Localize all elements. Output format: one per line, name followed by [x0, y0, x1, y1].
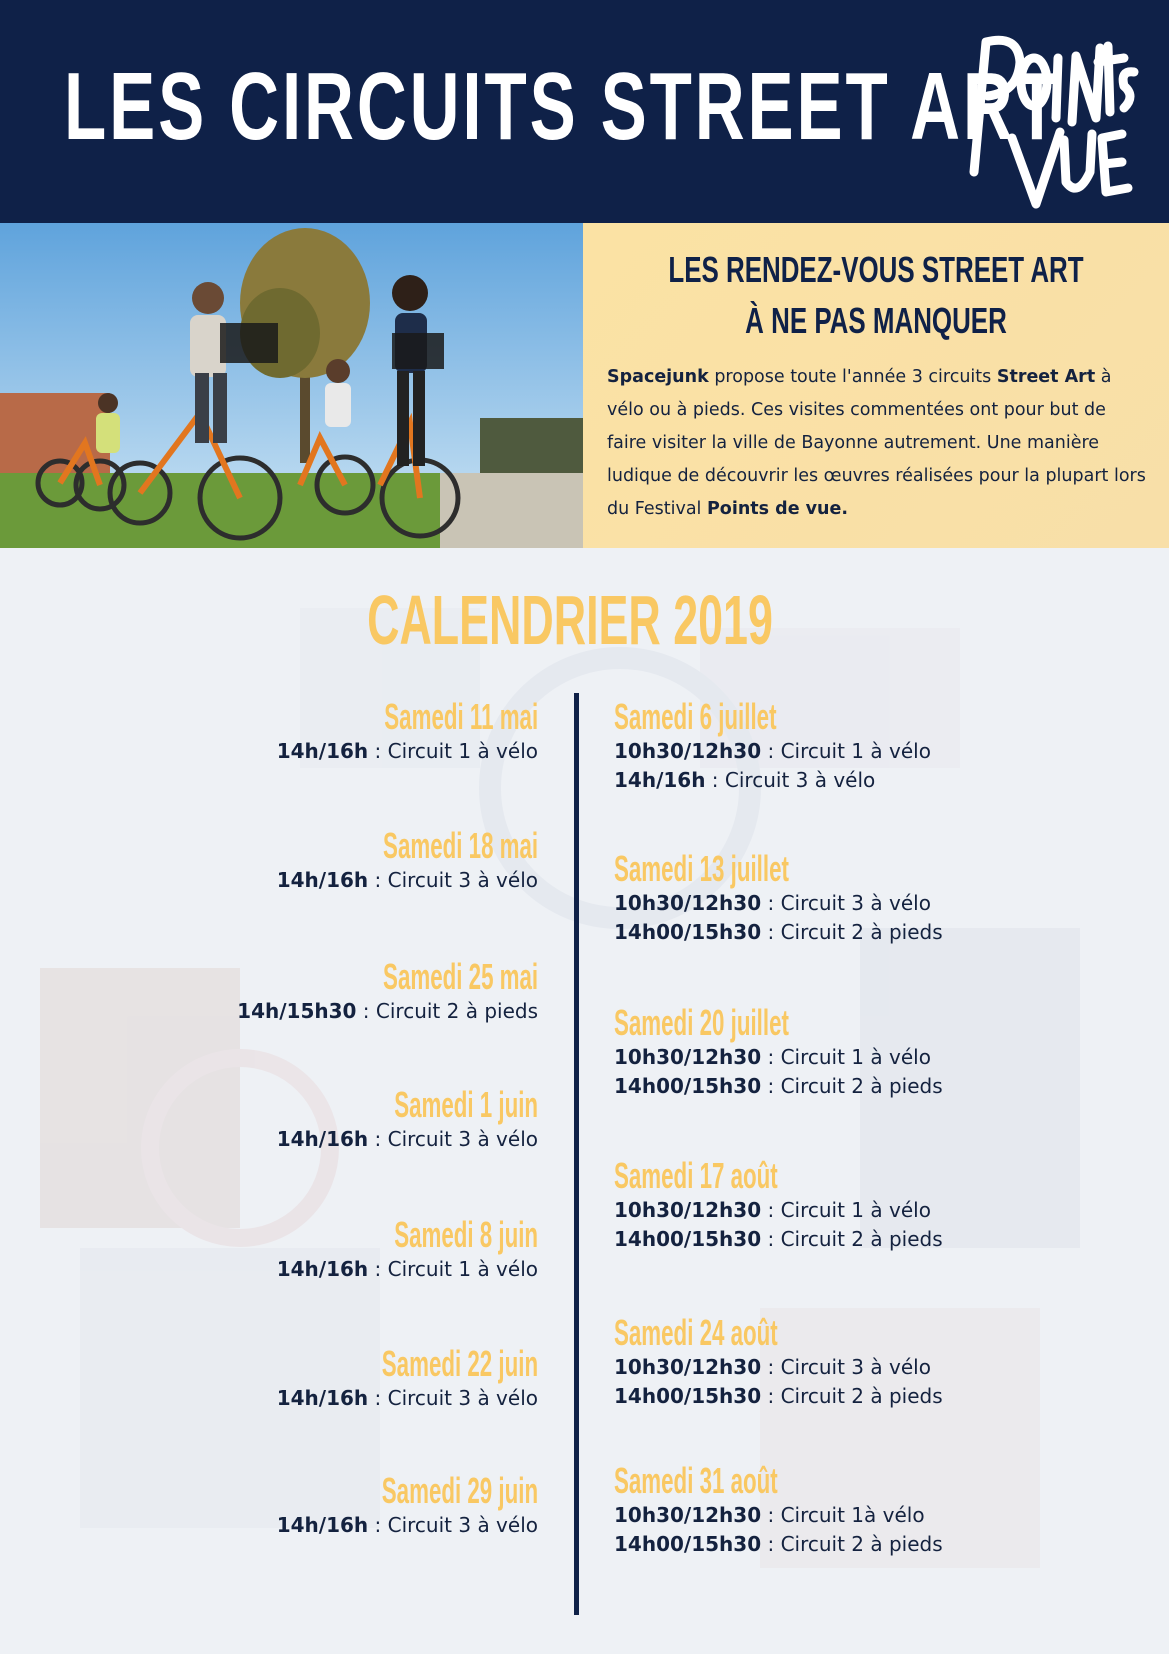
session-circuit: Circuit 1 à vélo: [780, 739, 931, 763]
event-date: Samedi 6 juillet: [614, 696, 777, 737]
calendar-divider: [574, 693, 579, 1615]
faded-street-art-background: [0, 548, 1169, 1654]
session-separator: :: [761, 1503, 781, 1527]
session-circuit: Circuit 3 à vélo: [387, 1127, 538, 1151]
intro-text: [607, 361, 1147, 526]
event-session: [614, 1043, 943, 1072]
session-time: 14h/16h: [276, 1257, 369, 1281]
event-samedi-20-juillet: [614, 1003, 943, 1101]
event-session: [614, 1530, 943, 1559]
intro-text-part2: à vélo ou à pieds. Ces visites commentées ont pour but de faire visiter la ville de Bayonne autrement. Une manière ludique de découvrir les œuvres réalisées pour la plupart lors du Festival: [607, 367, 1146, 519]
session-time: 14h/16h: [276, 1127, 369, 1151]
session-circuit: Circuit 2 à pieds: [780, 1074, 943, 1098]
session-time: 10h30/12h30: [614, 739, 762, 763]
calendar-title: CALENDRIER 2019: [367, 581, 773, 659]
event-samedi-25-mai: [237, 957, 538, 1026]
session-time: 14h00/15h30: [614, 1384, 762, 1408]
session-separator: :: [761, 1198, 781, 1222]
event-session: [277, 1511, 538, 1540]
header-banner: [0, 0, 1169, 223]
session-circuit: Circuit 1 à vélo: [780, 1198, 931, 1222]
session-circuit: Circuit 3 à vélo: [724, 768, 876, 792]
event-date: Samedi 1 juin: [394, 1084, 538, 1125]
event-date: Samedi 17 août: [614, 1155, 778, 1196]
session-time: 14h/16h: [614, 768, 706, 792]
session-circuit: Circuit 1à vélo: [780, 1503, 925, 1527]
event-session: [614, 737, 931, 766]
session-circuit: Circuit 2 à pieds: [780, 1227, 943, 1251]
session-time: 14h00/15h30: [614, 1074, 762, 1098]
event-session: [614, 766, 931, 795]
event-session: [614, 918, 943, 947]
event-session: [277, 866, 538, 895]
points-de-vue-logo: [960, 22, 1140, 212]
session-separator: :: [368, 868, 388, 892]
session-circuit: Circuit 1 à vélo: [387, 739, 538, 763]
event-session: [277, 737, 538, 766]
event-session: [614, 1225, 943, 1254]
event-samedi-22-juin: [277, 1344, 538, 1413]
event-date: Samedi 24 août: [614, 1312, 778, 1353]
session-separator: :: [368, 739, 388, 763]
event-date: Samedi 29 juin: [381, 1470, 538, 1511]
session-circuit: Circuit 2 à pieds: [780, 1384, 943, 1408]
cyclists-photo: [0, 223, 583, 548]
session-time: 14h/16h: [276, 739, 369, 763]
event-date: Samedi 8 juin: [394, 1214, 538, 1255]
event-samedi-29-juin: [277, 1471, 538, 1540]
session-time: 14h/15h30: [237, 999, 357, 1023]
session-circuit: Circuit 3 à vélo: [780, 1355, 931, 1379]
session-time: 10h30/12h30: [614, 1355, 762, 1379]
intro-title-line1: LES RENDEZ-VOUS STREET ART: [668, 249, 1084, 290]
intro-text-part1: propose toute l'année 3 circuits: [708, 367, 997, 387]
session-separator: :: [761, 891, 781, 915]
festival-name: Points de vue.: [706, 499, 849, 519]
session-time: 10h30/12h30: [614, 1503, 762, 1527]
street-art-emphasis: Street Art: [996, 367, 1096, 387]
event-date: Samedi 31 août: [614, 1460, 778, 1501]
session-separator: :: [705, 768, 725, 792]
event-session: [614, 1072, 943, 1101]
event-session: [277, 1255, 538, 1284]
session-time: 14h00/15h30: [614, 1227, 762, 1251]
session-separator: :: [368, 1386, 388, 1410]
session-time: 14h/16h: [276, 1513, 369, 1537]
session-time: 14h/16h: [276, 868, 369, 892]
session-separator: :: [761, 1532, 781, 1556]
event-date: Samedi 20 juillet: [614, 1002, 789, 1043]
event-date: Samedi 13 juillet: [614, 848, 789, 889]
event-samedi-13-juillet: [614, 849, 943, 947]
org-name: Spacejunk: [607, 367, 709, 387]
session-time: 14h00/15h30: [614, 1532, 762, 1556]
event-date: Samedi 18 mai: [382, 825, 538, 866]
session-separator: :: [761, 1384, 781, 1408]
session-separator: :: [761, 1355, 781, 1379]
session-circuit: Circuit 2 à pieds: [780, 1532, 943, 1556]
session-separator: :: [761, 739, 781, 763]
session-time: 10h30/12h30: [614, 1045, 762, 1069]
event-samedi-1-juin: [277, 1085, 538, 1154]
event-session: [614, 1382, 943, 1411]
session-circuit: Circuit 2 à pieds: [375, 999, 538, 1023]
event-samedi-11-mai: [277, 697, 538, 766]
session-circuit: Circuit 3 à vélo: [780, 891, 931, 915]
event-session: [614, 889, 943, 918]
session-circuit: Circuit 2 à pieds: [780, 920, 943, 944]
session-separator: :: [761, 1074, 781, 1098]
session-time: 10h30/12h30: [614, 891, 762, 915]
session-circuit: Circuit 1 à vélo: [387, 1257, 538, 1281]
event-session: [614, 1501, 943, 1530]
session-separator: :: [356, 999, 376, 1023]
event-date: Samedi 11 mai: [384, 696, 538, 737]
session-separator: :: [368, 1513, 388, 1537]
event-samedi-17-aout: [614, 1156, 943, 1254]
session-circuit: Circuit 3 à vélo: [387, 868, 538, 892]
session-separator: :: [368, 1127, 388, 1151]
session-time: 14h00/15h30: [614, 920, 762, 944]
event-session: [614, 1353, 943, 1382]
event-date: Samedi 25 mai: [382, 956, 538, 997]
session-separator: :: [761, 1227, 781, 1251]
event-date: Samedi 22 juin: [381, 1343, 538, 1384]
intro-title-line2: À NE PAS MANQUER: [745, 300, 1007, 341]
session-circuit: Circuit 3 à vélo: [387, 1513, 538, 1537]
session-circuit: Circuit 1 à vélo: [780, 1045, 931, 1069]
intro-panel: [583, 223, 1169, 548]
session-separator: :: [761, 1045, 781, 1069]
session-separator: :: [761, 920, 781, 944]
event-session: [237, 997, 538, 1026]
session-separator: :: [368, 1257, 388, 1281]
session-time: 10h30/12h30: [614, 1198, 762, 1222]
event-session: [614, 1196, 943, 1225]
event-samedi-18-mai: [277, 826, 538, 895]
event-samedi-8-juin: [277, 1215, 538, 1284]
event-session: [277, 1125, 538, 1154]
event-samedi-24-aout: [614, 1313, 943, 1411]
session-time: 14h/16h: [276, 1386, 369, 1410]
event-samedi-6-juillet: [614, 697, 931, 795]
event-session: [277, 1384, 538, 1413]
event-samedi-31-aout: [614, 1461, 943, 1559]
page-title: LES CIRCUITS STREET ART: [64, 53, 1061, 160]
session-circuit: Circuit 3 à vélo: [387, 1386, 538, 1410]
